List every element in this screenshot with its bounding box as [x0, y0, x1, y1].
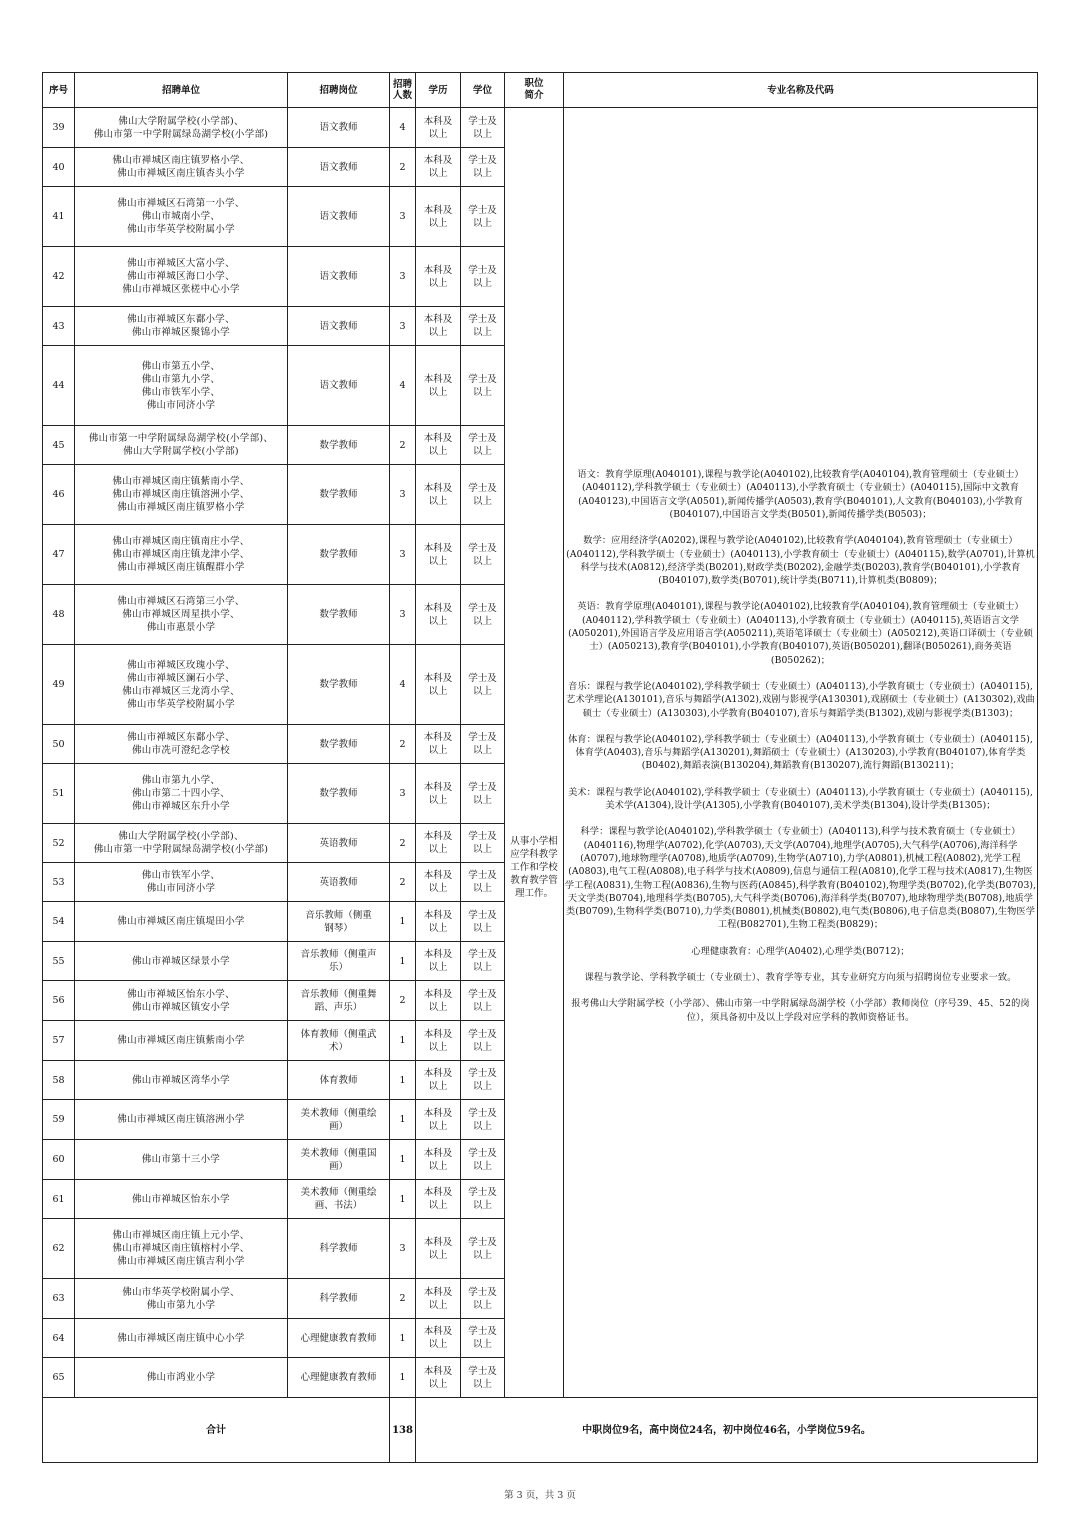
row-count: 1	[390, 942, 416, 981]
row-index: 53	[43, 863, 75, 902]
major-paragraph: 心理健康教育：心理学(A0402),心理学类(B0712)；	[691, 945, 910, 957]
row-post: 语文教师	[288, 346, 390, 426]
row-degree: 学士及 以上	[461, 465, 505, 525]
row-education: 本科及 以上	[416, 108, 461, 148]
row-count: 2	[390, 824, 416, 863]
row-degree: 学士及 以上	[461, 725, 505, 764]
row-education: 本科及 以上	[416, 824, 461, 863]
header-unit: 招聘单位	[75, 73, 288, 108]
row-unit: 佛山市禅城区东鄱小学、 佛山市禅城区聚锦小学	[75, 307, 288, 346]
recruitment-table	[42, 72, 1038, 1463]
row-post: 体育教师	[288, 1061, 390, 1100]
row-education: 本科及 以上	[416, 1180, 461, 1219]
row-degree: 学士及 以上	[461, 1319, 505, 1358]
row-unit: 佛山市禅城区南庄镇中心小学	[75, 1319, 288, 1358]
table-body	[43, 108, 1038, 1463]
row-unit: 佛山市禅城区湾华小学	[75, 1061, 288, 1100]
row-degree: 学士及 以上	[461, 1180, 505, 1219]
row-count: 3	[390, 764, 416, 824]
row-index: 54	[43, 902, 75, 942]
header-education: 学历	[416, 73, 461, 108]
row-unit: 佛山大学附属学校(小学部)、 佛山市第一中学附属绿岛湖学校(小学部)	[75, 108, 288, 148]
header-degree: 学位	[461, 73, 505, 108]
row-count: 1	[390, 1358, 416, 1398]
row-education: 本科及 以上	[416, 187, 461, 247]
row-index: 56	[43, 981, 75, 1021]
row-post: 数学教师	[288, 465, 390, 525]
major-paragraph: 科学：课程与教学论(A040102),学科教学硕士（专业硕士）(A040113),科学与技术教育硕士（专业硕士）(A040116),物理学(A0702),化学(A0703),天文学(A0704),地理学(A0705),大气科学(A0706),海洋科学(A0707),地球物理学(A0708),地质学(A0709),生物学(A0710),力学(A0801),机械工程(A0802),光学工程(A0803),电气工程(A0808),电子科学与技术(A0809),信息与通信工程(A0810),化学工程与技术(A0817),生物医学工程(A0831),生物工程(A0836),生物与医药(A0845),科学教育(B040102),物理学类(B0702),化学类(B0703),天文学类(B0704),地理科学类(B0705),大气科学类(B0706),海洋科学类(B0707),地球物理学类(B0708),地质学类(B0709),生物科学类(B0710),力学类(B0801),机械类(B0802),电气类(B0806),电子信息类(B0807),生物医学工程(B082701),生物工程类(B0829)；	[564, 826, 1037, 931]
row-index: 45	[43, 426, 75, 465]
header-count: 招聘 人数	[390, 73, 416, 108]
row-post: 语文教师	[288, 108, 390, 148]
row-degree: 学士及 以上	[461, 307, 505, 346]
row-count: 3	[390, 187, 416, 247]
row-degree: 学士及 以上	[461, 247, 505, 307]
row-index: 58	[43, 1061, 75, 1100]
row-degree: 学士及 以上	[461, 1358, 505, 1398]
row-unit: 佛山市第五小学、 佛山市第九小学、 佛山市铁军小学、 佛山市同济小学	[75, 346, 288, 426]
row-education: 本科及 以上	[416, 863, 461, 902]
row-index: 49	[43, 645, 75, 725]
row-degree: 学士及 以上	[461, 645, 505, 725]
row-count: 4	[390, 346, 416, 426]
row-index: 47	[43, 525, 75, 585]
row-index: 57	[43, 1021, 75, 1061]
row-post: 心理健康教育教师	[288, 1319, 390, 1358]
row-index: 43	[43, 307, 75, 346]
header-major: 专业名称及代码	[564, 73, 1038, 108]
row-count: 1	[390, 1140, 416, 1180]
major-paragraph: 英语：教育学原理(A040101),课程与教学论(A040102),比较教育学(A040104),教育管理硕士（专业硕士）(A040112),学科教学硕士（专业硕士）(A040113),小学教育硕士（专业硕士）(A040115),英语语言文学(A050201),外国语言学及应用语言学(A050211),英语笔译硕士（专业硕士）(A050212),英语口译硕士（专业硕士）(A050213),教育学(B040101),小学教育(B040107),英语(B050201),翻译(B050261),商务英语(B050262)；	[568, 601, 1033, 666]
row-post: 音乐教师（侧重 钢琴）	[288, 902, 390, 942]
row-post: 数学教师	[288, 585, 390, 645]
row-unit: 佛山市华英学校附属小学、 佛山市第九小学	[75, 1279, 288, 1319]
row-index: 55	[43, 942, 75, 981]
row-degree: 学士及 以上	[461, 824, 505, 863]
row-education: 本科及 以上	[416, 725, 461, 764]
row-post: 数学教师	[288, 525, 390, 585]
row-count: 2	[390, 148, 416, 187]
major-paragraph: 音乐：课程与教学论(A040102),学科教学硕士（专业硕士）(A040113),小学教育硕士（专业硕士）(A040115),艺术学理论(A130101),音乐与舞蹈学(A1302),戏剧与影视学(A130301),戏剧硕士（专业硕士）(A130302),戏曲硕士（专业硕士）(A130303),小学教育(B040107),音乐与舞蹈学类(B1302),戏剧与影视学类(B1303)；	[566, 680, 1035, 719]
row-degree: 学士及 以上	[461, 346, 505, 426]
row-degree: 学士及 以上	[461, 426, 505, 465]
row-count: 3	[390, 1219, 416, 1279]
row-post: 语文教师	[288, 307, 390, 346]
row-unit: 佛山市禅城区石湾第一小学、 佛山市城南小学、 佛山市华英学校附属小学	[75, 187, 288, 247]
row-education: 本科及 以上	[416, 525, 461, 585]
row-unit: 佛山市禅城区南庄镇上元小学、 佛山市禅城区南庄镇榕村小学、 佛山市禅城区南庄镇吉利小学	[75, 1219, 288, 1279]
row-count: 1	[390, 902, 416, 942]
row-degree: 学士及 以上	[461, 108, 505, 148]
row-education: 本科及 以上	[416, 346, 461, 426]
total-row	[43, 1398, 1038, 1463]
table-row	[43, 108, 1038, 148]
row-index: 61	[43, 1180, 75, 1219]
row-education: 本科及 以上	[416, 1319, 461, 1358]
row-education: 本科及 以上	[416, 1100, 461, 1140]
major-paragraph: 体育：课程与教学论(A040102),学科教学硕士（专业硕士）(A040113),小学教育硕士（专业硕士）(A040115),体育学(A0403),音乐与舞蹈学(A130201),舞蹈硕士（专业硕士）(A130203),小学教育(B040107),体育学类(B0402),舞蹈表演(B130204),舞蹈教育(B130207),流行舞蹈(B130211)；	[568, 733, 1033, 772]
row-education: 本科及 以上	[416, 764, 461, 824]
row-index: 51	[43, 764, 75, 824]
row-unit: 佛山市禅城区南庄镇紫南小学、 佛山市禅城区南庄镇溶洲小学、 佛山市禅城区南庄镇罗格小学	[75, 465, 288, 525]
row-count: 4	[390, 108, 416, 148]
row-degree: 学士及 以上	[461, 863, 505, 902]
row-post: 体育教师（侧重武 术）	[288, 1021, 390, 1061]
row-index: 48	[43, 585, 75, 645]
row-count: 3	[390, 247, 416, 307]
row-index: 41	[43, 187, 75, 247]
row-post: 数学教师	[288, 725, 390, 764]
row-post: 美术教师（侧重绘 画、书法）	[288, 1180, 390, 1219]
row-degree: 学士及 以上	[461, 1140, 505, 1180]
row-count: 1	[390, 1319, 416, 1358]
row-education: 本科及 以上	[416, 942, 461, 981]
row-degree: 学士及 以上	[461, 1279, 505, 1319]
total-label: 合计	[43, 1398, 390, 1463]
row-index: 50	[43, 725, 75, 764]
row-post: 音乐教师（侧重声 乐）	[288, 942, 390, 981]
row-unit: 佛山市禅城区南庄镇罗格小学、 佛山市禅城区南庄镇杏头小学	[75, 148, 288, 187]
row-unit: 佛山市禅城区南庄镇南庄小学、 佛山市禅城区南庄镇龙津小学、 佛山市禅城区南庄镇醒群小学	[75, 525, 288, 585]
row-degree: 学士及 以上	[461, 1100, 505, 1140]
row-post: 数学教师	[288, 426, 390, 465]
row-count: 1	[390, 1021, 416, 1061]
total-count: 138	[390, 1398, 416, 1463]
row-unit: 佛山市禅城区怡东小学、 佛山市禅城区镇安小学	[75, 981, 288, 1021]
row-degree: 学士及 以上	[461, 1061, 505, 1100]
row-unit: 佛山市禅城区绿景小学	[75, 942, 288, 981]
row-count: 2	[390, 863, 416, 902]
row-count: 2	[390, 725, 416, 764]
row-count: 3	[390, 465, 416, 525]
row-post: 语文教师	[288, 148, 390, 187]
row-education: 本科及 以上	[416, 1279, 461, 1319]
row-post: 美术教师（侧重国 画）	[288, 1140, 390, 1180]
row-degree: 学士及 以上	[461, 585, 505, 645]
row-degree: 学士及 以上	[461, 981, 505, 1021]
row-count: 4	[390, 645, 416, 725]
row-degree: 学士及 以上	[461, 1021, 505, 1061]
row-index: 65	[43, 1358, 75, 1398]
row-count: 1	[390, 1100, 416, 1140]
row-post: 语文教师	[288, 247, 390, 307]
row-post: 语文教师	[288, 187, 390, 247]
row-education: 本科及 以上	[416, 981, 461, 1021]
row-count: 1	[390, 1180, 416, 1219]
row-post: 美术教师（侧重绘 画）	[288, 1100, 390, 1140]
row-education: 本科及 以上	[416, 1358, 461, 1398]
row-education: 本科及 以上	[416, 148, 461, 187]
row-unit: 佛山市禅城区东鄱小学、 佛山市冼可澄纪念学校	[75, 725, 288, 764]
row-education: 本科及 以上	[416, 902, 461, 942]
row-degree: 学士及 以上	[461, 148, 505, 187]
row-unit: 佛山市鸿业小学	[75, 1358, 288, 1398]
row-degree: 学士及 以上	[461, 764, 505, 824]
row-unit: 佛山市铁军小学、 佛山市同济小学	[75, 863, 288, 902]
major-requirements	[564, 108, 1038, 1398]
row-index: 63	[43, 1279, 75, 1319]
row-education: 本科及 以上	[416, 1061, 461, 1100]
row-index: 62	[43, 1219, 75, 1279]
row-unit: 佛山市禅城区南庄镇溶洲小学	[75, 1100, 288, 1140]
row-post: 数学教师	[288, 645, 390, 725]
row-unit: 佛山市第十三小学	[75, 1140, 288, 1180]
row-education: 本科及 以上	[416, 465, 461, 525]
header-post: 招聘岗位	[288, 73, 390, 108]
row-unit: 佛山大学附属学校(小学部)、 佛山市第一中学附属绿岛湖学校(小学部)	[75, 824, 288, 863]
row-post: 英语教师	[288, 863, 390, 902]
header-row	[43, 73, 1038, 108]
row-unit: 佛山市第九小学、 佛山市第二十四小学、 佛山市禅城区东升小学	[75, 764, 288, 824]
row-index: 52	[43, 824, 75, 863]
row-education: 本科及 以上	[416, 645, 461, 725]
row-unit: 佛山市禅城区大富小学、 佛山市禅城区海口小学、 佛山市禅城区张槎中心小学	[75, 247, 288, 307]
row-unit: 佛山市禅城区南庄镇紫南小学	[75, 1021, 288, 1061]
row-education: 本科及 以上	[416, 585, 461, 645]
row-education: 本科及 以上	[416, 1219, 461, 1279]
row-degree: 学士及 以上	[461, 1219, 505, 1279]
total-summary: 中职岗位9名，高中岗位24名，初中岗位46名，小学岗位59名。	[416, 1398, 1038, 1463]
row-post: 音乐教师（侧重舞 蹈、声乐）	[288, 981, 390, 1021]
row-education: 本科及 以上	[416, 247, 461, 307]
row-count: 1	[390, 1061, 416, 1100]
major-paragraph: 美术：课程与教学论(A040102),学科教学硕士（专业硕士）(A040113),小学教育硕士（专业硕士）(A040115),美术学(A1304),设计学(A1305),小学教育(B040107),美术学类(B1304),设计学类(B1305)；	[568, 786, 1033, 812]
row-education: 本科及 以上	[416, 307, 461, 346]
row-unit: 佛山市禅城区玫瑰小学、 佛山市禅城区澜石小学、 佛山市禅城区三龙湾小学、 佛山市华英学校附属小学	[75, 645, 288, 725]
row-index: 60	[43, 1140, 75, 1180]
row-count: 2	[390, 426, 416, 465]
header-index: 序号	[43, 73, 75, 108]
row-index: 59	[43, 1100, 75, 1140]
row-education: 本科及 以上	[416, 1021, 461, 1061]
row-education: 本科及 以上	[416, 426, 461, 465]
row-count: 3	[390, 525, 416, 585]
row-post: 科学教师	[288, 1219, 390, 1279]
row-degree: 学士及 以上	[461, 902, 505, 942]
row-post: 数学教师	[288, 764, 390, 824]
major-paragraph: 课程与教学论、学科教学硕士（专业硕士）、教育学等专业，其专业研究方向须与招聘岗位专业要求一致。	[584, 972, 1017, 983]
page-footer: 第 3 页，共 3 页	[504, 1490, 576, 1501]
major-paragraph: 语文：教育学原理(A040101),课程与教学论(A040102),比较教育学(A040104),教育管理硕士（专业硕士）(A040112),学科教学硕士（专业硕士）(A040113),小学教育硕士（专业硕士）(A040115),国际中文教育(A040123),中国语言文学(A0501),新闻传播学(A0503),教育学(B040101),人文教育(B040103),小学教育(B040107),中国语言文学类(B0501),新闻传播学类(B0503)；	[577, 469, 1024, 520]
row-unit: 佛山市禅城区怡东小学	[75, 1180, 288, 1219]
row-post: 科学教师	[288, 1279, 390, 1319]
row-index: 39	[43, 108, 75, 148]
row-count: 3	[390, 307, 416, 346]
major-paragraph: 报考佛山大学附属学校（小学部）、佛山市第一中学附属绿岛湖学校（小学部）教师岗位（序号39、45、52的岗位），须具备初中及以上学段对应学科的教师资格证书。	[571, 998, 1030, 1023]
row-count: 2	[390, 1279, 416, 1319]
row-unit: 佛山市禅城区南庄镇堤田小学	[75, 902, 288, 942]
row-unit: 佛山市第一中学附属绿岛湖学校(小学部)、 佛山大学附属学校(小学部)	[75, 426, 288, 465]
row-degree: 学士及 以上	[461, 187, 505, 247]
row-post: 心理健康教育教师	[288, 1358, 390, 1398]
position-intro: 从事小学相 应学科教学 工作和学校 教育教学管 理工作。	[505, 108, 564, 1398]
row-count: 2	[390, 981, 416, 1021]
major-paragraph: 数学：应用经济学(A0202),课程与教学论(A040102),比较教育学(A040104),教育管理硕士（专业硕士）(A040112),学科教学硕士（专业硕士）(A040113),小学教育硕士（专业硕士）(A040115),数学(A0701),计算机科学与技术(A0812),经济学类(B0201),财政学类(B0202),金融学类(B0203),教育学(B040101),小学教育(B040107),数学类(B0701),统计学类(B0711),计算机类(B0809)；	[566, 535, 1035, 587]
header-intro: 职位 简介	[505, 73, 564, 108]
row-education: 本科及 以上	[416, 1140, 461, 1180]
row-index: 64	[43, 1319, 75, 1358]
row-index: 46	[43, 465, 75, 525]
row-unit: 佛山市禅城区石湾第三小学、 佛山市禅城区周星拱小学、 佛山市惠景小学	[75, 585, 288, 645]
row-degree: 学士及 以上	[461, 942, 505, 981]
row-index: 40	[43, 148, 75, 187]
row-index: 42	[43, 247, 75, 307]
row-post: 英语教师	[288, 824, 390, 863]
row-index: 44	[43, 346, 75, 426]
row-count: 3	[390, 585, 416, 645]
row-degree: 学士及 以上	[461, 525, 505, 585]
